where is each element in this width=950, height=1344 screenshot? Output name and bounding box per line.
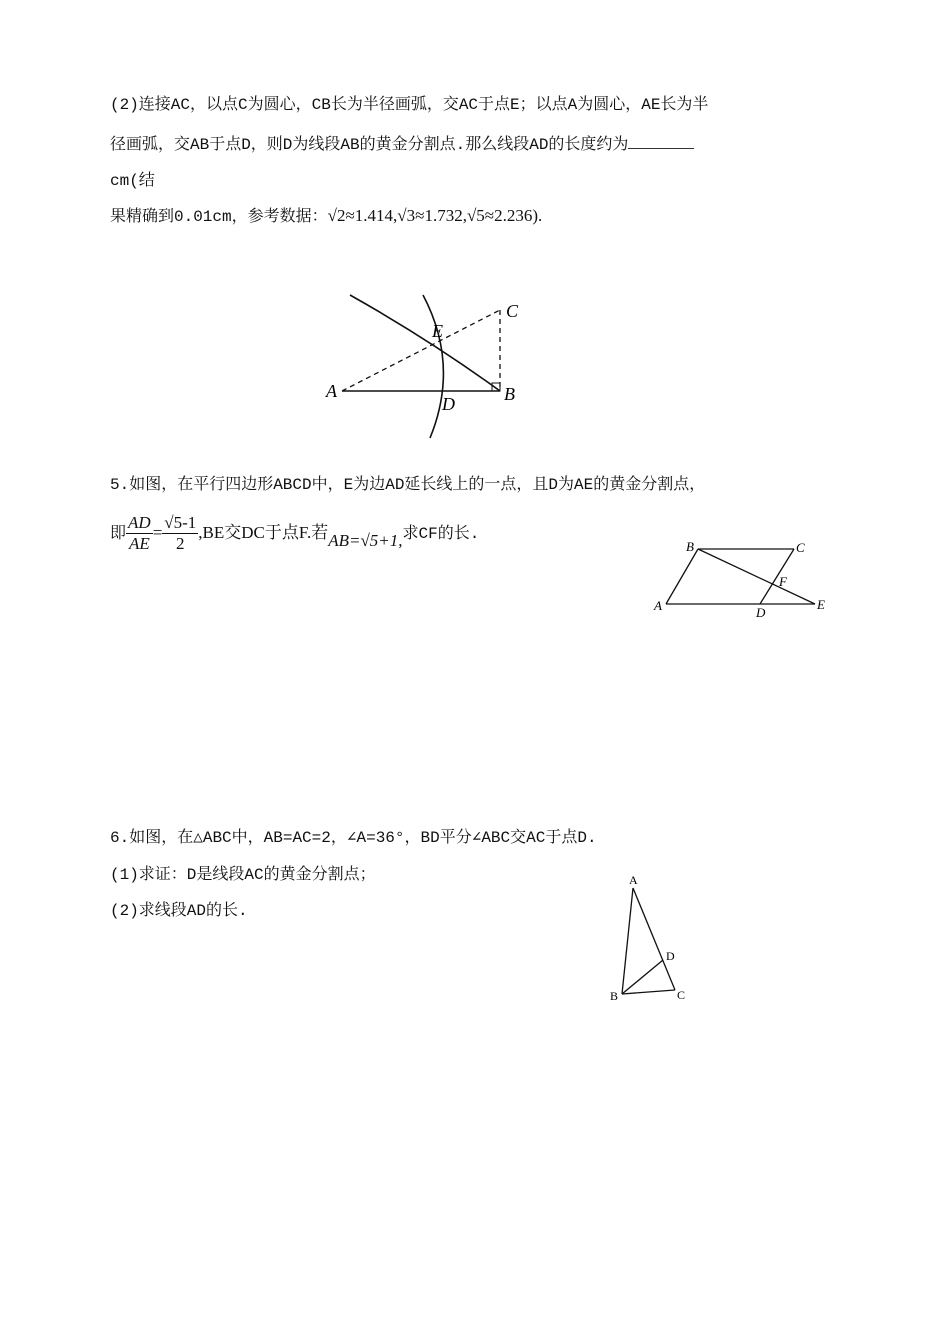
label-b: B [504, 384, 515, 404]
q5-text-line-1: 5.如图，在平行四边形ABCD中，E为边AD延长线上的一点，且D为AE的黄金分割点， [110, 476, 706, 494]
q5-text-line-2 [110, 512, 479, 555]
segment-bd [622, 960, 663, 994]
label-a: A [326, 381, 337, 401]
segment-be [698, 549, 815, 604]
q6-text-line-3: (2)求线段AD的长. [110, 902, 248, 920]
q4-text-line-4-prefix: 果精确到0.01cm，参考数据： [110, 208, 328, 226]
fraction-ad-ae [126, 513, 153, 554]
segment-ac [633, 888, 675, 990]
label-c: C [677, 988, 686, 1002]
golden-ratio-numerator: √5-1 [164, 513, 197, 532]
fraction-denominator: AE [128, 534, 150, 553]
segment-ab [622, 888, 633, 994]
answer-blank [628, 132, 694, 149]
q6-figure [605, 868, 695, 1008]
equals-sign: = [152, 523, 163, 542]
label-d: D [756, 605, 766, 620]
q4-text-line-2-content: 径画弧，交AB于点D，则D为线段AB的黄金分割点.那么线段AD的长度约为 [110, 136, 629, 154]
arc-centered-c [350, 295, 500, 391]
segment-ac-dashed [342, 310, 500, 391]
label-d: D [666, 949, 675, 963]
q4-figure [320, 290, 530, 445]
q6-text-line-2: (1)求证：D是线段AC的黄金分割点； [110, 866, 376, 884]
ab-expression: AB=√5+1, [328, 531, 403, 550]
segment-cd [760, 549, 794, 604]
label-c: C [796, 540, 805, 555]
label-a: A [629, 873, 638, 887]
label-a: A [654, 598, 662, 613]
label-f: F [779, 574, 787, 589]
segment-bc [622, 990, 675, 994]
label-c: C [506, 301, 519, 321]
label-b: B [686, 539, 694, 554]
label-d: D [442, 394, 455, 414]
q5-figure [650, 538, 830, 620]
q6-text-line-1: 6.如图，在△ABC中，AB=AC=2，∠A=36°，BD平分∠ABC交AC于点D. [110, 829, 597, 847]
arc-centered-a [423, 295, 443, 438]
q5-tail: 求CF的长. [402, 525, 480, 543]
q4-text-line-2 [110, 132, 694, 156]
golden-ratio-denominator: 2 [176, 534, 185, 553]
label-e: E [432, 321, 443, 341]
q5-mid-text: ,BE交DC于点F.若 [198, 523, 329, 542]
q4-text-line-3: cm(结 [110, 172, 155, 190]
reference-data: √2≈1.414,√3≈1.732,√5≈2.236). [327, 206, 543, 225]
q4-text-line-1: (2)连接AC，以点C为圆心，CB长为半径画弧，交AC于点E；以点A为圆心，AE长为半 [110, 96, 709, 114]
q4-text-line-4 [110, 205, 542, 228]
fraction-golden-ratio [162, 513, 198, 554]
label-b: B [610, 989, 619, 1003]
fraction-numerator: AD [128, 513, 151, 532]
label-e: E [817, 597, 825, 612]
q5-intro: 即 [110, 525, 127, 543]
segment-ab [666, 549, 698, 604]
